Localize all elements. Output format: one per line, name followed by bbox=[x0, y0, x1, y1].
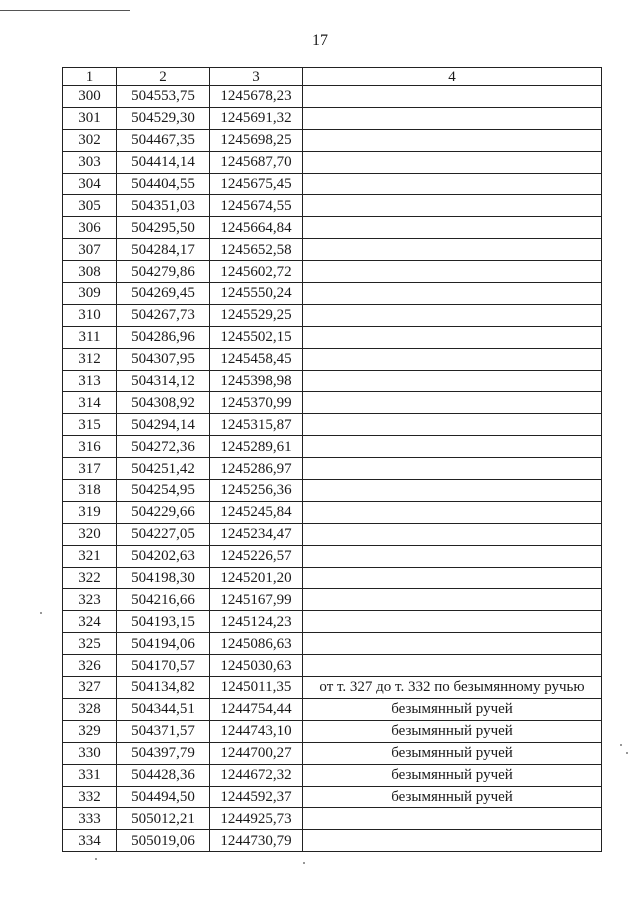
x-coordinate-cell: 504279,86 bbox=[117, 261, 210, 283]
table-body bbox=[63, 86, 602, 852]
x-coordinate-cell: 504269,45 bbox=[117, 283, 210, 305]
table-row bbox=[63, 414, 602, 436]
y-coordinate-cell: 1245687,70 bbox=[210, 151, 303, 173]
x-coordinate-cell: 504529,30 bbox=[117, 107, 210, 129]
description-cell bbox=[303, 589, 602, 611]
x-coordinate-cell: 504307,95 bbox=[117, 348, 210, 370]
point-number-cell: 330 bbox=[63, 742, 117, 764]
x-coordinate-cell: 504227,05 bbox=[117, 523, 210, 545]
description-cell bbox=[303, 545, 602, 567]
y-coordinate-cell: 1244730,79 bbox=[210, 830, 303, 852]
y-coordinate-cell: 1245370,99 bbox=[210, 392, 303, 414]
column-header-1: 1 bbox=[63, 68, 117, 86]
x-coordinate-cell: 504198,30 bbox=[117, 567, 210, 589]
table-row bbox=[63, 195, 602, 217]
x-coordinate-cell: 505012,21 bbox=[117, 808, 210, 830]
table-row bbox=[63, 217, 602, 239]
x-coordinate-cell: 504494,50 bbox=[117, 786, 210, 808]
table-row bbox=[63, 173, 602, 195]
description-cell bbox=[303, 370, 602, 392]
point-number-cell: 332 bbox=[63, 786, 117, 808]
column-header-3: 3 bbox=[210, 68, 303, 86]
table-row bbox=[63, 830, 602, 852]
point-number-cell: 327 bbox=[63, 677, 117, 699]
point-number-cell: 307 bbox=[63, 239, 117, 261]
x-coordinate-cell: 504351,03 bbox=[117, 195, 210, 217]
description-cell bbox=[303, 808, 602, 830]
point-number-cell: 310 bbox=[63, 304, 117, 326]
y-coordinate-cell: 1245458,45 bbox=[210, 348, 303, 370]
table-row bbox=[63, 261, 602, 283]
description-cell bbox=[303, 173, 602, 195]
x-coordinate-cell: 504467,35 bbox=[117, 129, 210, 151]
y-coordinate-cell: 1245675,45 bbox=[210, 173, 303, 195]
description-cell bbox=[303, 151, 602, 173]
point-number-cell: 329 bbox=[63, 720, 117, 742]
point-number-cell: 311 bbox=[63, 326, 117, 348]
table-row bbox=[63, 808, 602, 830]
description-cell bbox=[303, 633, 602, 655]
point-number-cell: 301 bbox=[63, 107, 117, 129]
x-coordinate-cell: 504553,75 bbox=[117, 86, 210, 108]
table-row bbox=[63, 523, 602, 545]
y-coordinate-cell: 1245245,84 bbox=[210, 501, 303, 523]
description-cell bbox=[303, 458, 602, 480]
x-coordinate-cell: 504344,51 bbox=[117, 698, 210, 720]
y-coordinate-cell: 1244754,44 bbox=[210, 698, 303, 720]
x-coordinate-cell: 504229,66 bbox=[117, 501, 210, 523]
table-row bbox=[63, 633, 602, 655]
point-number-cell: 314 bbox=[63, 392, 117, 414]
description-cell bbox=[303, 217, 602, 239]
point-number-cell: 302 bbox=[63, 129, 117, 151]
point-number-cell: 331 bbox=[63, 764, 117, 786]
table-row bbox=[63, 742, 602, 764]
scan-speck bbox=[626, 752, 628, 754]
x-coordinate-cell: 505019,06 bbox=[117, 830, 210, 852]
description-cell bbox=[303, 326, 602, 348]
table-row bbox=[63, 589, 602, 611]
page-number: 17 bbox=[312, 32, 328, 49]
table-row bbox=[63, 764, 602, 786]
table-row bbox=[63, 567, 602, 589]
table-row bbox=[63, 86, 602, 108]
point-number-cell: 328 bbox=[63, 698, 117, 720]
table-row bbox=[63, 720, 602, 742]
x-coordinate-cell: 504295,50 bbox=[117, 217, 210, 239]
y-coordinate-cell: 1245226,57 bbox=[210, 545, 303, 567]
y-coordinate-cell: 1245289,61 bbox=[210, 436, 303, 458]
x-coordinate-cell: 504294,14 bbox=[117, 414, 210, 436]
x-coordinate-cell: 504284,17 bbox=[117, 239, 210, 261]
point-number-cell: 320 bbox=[63, 523, 117, 545]
x-coordinate-cell: 504216,66 bbox=[117, 589, 210, 611]
y-coordinate-cell: 1245086,63 bbox=[210, 633, 303, 655]
x-coordinate-cell: 504193,15 bbox=[117, 611, 210, 633]
description-cell bbox=[303, 86, 602, 108]
x-coordinate-cell: 504428,36 bbox=[117, 764, 210, 786]
table-row bbox=[63, 458, 602, 480]
point-number-cell: 312 bbox=[63, 348, 117, 370]
y-coordinate-cell: 1245234,47 bbox=[210, 523, 303, 545]
x-coordinate-cell: 504251,42 bbox=[117, 458, 210, 480]
y-coordinate-cell: 1245691,32 bbox=[210, 107, 303, 129]
description-cell bbox=[303, 107, 602, 129]
table-row bbox=[63, 304, 602, 326]
coordinates-table bbox=[62, 67, 602, 852]
y-coordinate-cell: 1245529,25 bbox=[210, 304, 303, 326]
column-header-4: 4 bbox=[303, 68, 602, 86]
table-row bbox=[63, 677, 602, 699]
table-row bbox=[63, 392, 602, 414]
table-row bbox=[63, 480, 602, 502]
y-coordinate-cell: 1244672,32 bbox=[210, 764, 303, 786]
description-cell: безымянный ручей bbox=[303, 786, 602, 808]
scan-speck bbox=[95, 858, 97, 860]
point-number-cell: 323 bbox=[63, 589, 117, 611]
scan-speck bbox=[620, 744, 622, 746]
description-cell bbox=[303, 436, 602, 458]
point-number-cell: 315 bbox=[63, 414, 117, 436]
description-cell bbox=[303, 501, 602, 523]
table-row bbox=[63, 107, 602, 129]
point-number-cell: 305 bbox=[63, 195, 117, 217]
point-number-cell: 300 bbox=[63, 86, 117, 108]
y-coordinate-cell: 1245030,63 bbox=[210, 655, 303, 677]
x-coordinate-cell: 504202,63 bbox=[117, 545, 210, 567]
description-cell bbox=[303, 283, 602, 305]
description-cell bbox=[303, 304, 602, 326]
y-coordinate-cell: 1245698,25 bbox=[210, 129, 303, 151]
y-coordinate-cell: 1245167,99 bbox=[210, 589, 303, 611]
table-row bbox=[63, 545, 602, 567]
x-coordinate-cell: 504267,73 bbox=[117, 304, 210, 326]
table-row bbox=[63, 436, 602, 458]
description-cell bbox=[303, 348, 602, 370]
scan-speck bbox=[40, 612, 42, 614]
table-row bbox=[63, 611, 602, 633]
x-coordinate-cell: 504272,36 bbox=[117, 436, 210, 458]
point-number-cell: 322 bbox=[63, 567, 117, 589]
y-coordinate-cell: 1245550,24 bbox=[210, 283, 303, 305]
table-row bbox=[63, 655, 602, 677]
y-coordinate-cell: 1245398,98 bbox=[210, 370, 303, 392]
point-number-cell: 313 bbox=[63, 370, 117, 392]
y-coordinate-cell: 1245011,35 bbox=[210, 677, 303, 699]
description-cell bbox=[303, 414, 602, 436]
x-coordinate-cell: 504314,12 bbox=[117, 370, 210, 392]
x-coordinate-cell: 504134,82 bbox=[117, 677, 210, 699]
description-cell bbox=[303, 392, 602, 414]
description-cell bbox=[303, 523, 602, 545]
x-coordinate-cell: 504254,95 bbox=[117, 480, 210, 502]
table-row bbox=[63, 326, 602, 348]
description-cell: безымянный ручей bbox=[303, 698, 602, 720]
point-number-cell: 334 bbox=[63, 830, 117, 852]
y-coordinate-cell: 1244592,37 bbox=[210, 786, 303, 808]
y-coordinate-cell: 1245286,97 bbox=[210, 458, 303, 480]
point-number-cell: 326 bbox=[63, 655, 117, 677]
point-number-cell: 325 bbox=[63, 633, 117, 655]
x-coordinate-cell: 504397,79 bbox=[117, 742, 210, 764]
table-row bbox=[63, 129, 602, 151]
y-coordinate-cell: 1244925,73 bbox=[210, 808, 303, 830]
table-header-row bbox=[63, 68, 602, 86]
table-row bbox=[63, 283, 602, 305]
description-cell: безымянный ручей bbox=[303, 720, 602, 742]
x-coordinate-cell: 504194,06 bbox=[117, 633, 210, 655]
point-number-cell: 321 bbox=[63, 545, 117, 567]
column-header-2: 2 bbox=[117, 68, 210, 86]
y-coordinate-cell: 1245124,23 bbox=[210, 611, 303, 633]
point-number-cell: 306 bbox=[63, 217, 117, 239]
y-coordinate-cell: 1245256,36 bbox=[210, 480, 303, 502]
description-cell bbox=[303, 239, 602, 261]
description-cell bbox=[303, 655, 602, 677]
description-cell bbox=[303, 567, 602, 589]
y-coordinate-cell: 1244743,10 bbox=[210, 720, 303, 742]
y-coordinate-cell: 1245674,55 bbox=[210, 195, 303, 217]
description-cell bbox=[303, 129, 602, 151]
description-cell bbox=[303, 195, 602, 217]
x-coordinate-cell: 504170,57 bbox=[117, 655, 210, 677]
y-coordinate-cell: 1245678,23 bbox=[210, 86, 303, 108]
point-number-cell: 316 bbox=[63, 436, 117, 458]
x-coordinate-cell: 504404,55 bbox=[117, 173, 210, 195]
table-row bbox=[63, 151, 602, 173]
description-cell: безымянный ручей bbox=[303, 764, 602, 786]
y-coordinate-cell: 1245664,84 bbox=[210, 217, 303, 239]
description-cell bbox=[303, 830, 602, 852]
description-cell: безымянный ручей bbox=[303, 742, 602, 764]
table-row bbox=[63, 348, 602, 370]
description-cell bbox=[303, 480, 602, 502]
y-coordinate-cell: 1245201,20 bbox=[210, 567, 303, 589]
point-number-cell: 309 bbox=[63, 283, 117, 305]
point-number-cell: 318 bbox=[63, 480, 117, 502]
table-row bbox=[63, 786, 602, 808]
point-number-cell: 319 bbox=[63, 501, 117, 523]
description-cell bbox=[303, 611, 602, 633]
y-coordinate-cell: 1245652,58 bbox=[210, 239, 303, 261]
description-cell bbox=[303, 261, 602, 283]
y-coordinate-cell: 1244700,27 bbox=[210, 742, 303, 764]
table-row bbox=[63, 370, 602, 392]
x-coordinate-cell: 504286,96 bbox=[117, 326, 210, 348]
y-coordinate-cell: 1245502,15 bbox=[210, 326, 303, 348]
y-coordinate-cell: 1245315,87 bbox=[210, 414, 303, 436]
x-coordinate-cell: 504308,92 bbox=[117, 392, 210, 414]
table-row bbox=[63, 698, 602, 720]
point-number-cell: 317 bbox=[63, 458, 117, 480]
table-row bbox=[63, 501, 602, 523]
description-cell: от т. 327 до т. 332 по безымянному ручью bbox=[303, 677, 602, 699]
x-coordinate-cell: 504371,57 bbox=[117, 720, 210, 742]
point-number-cell: 304 bbox=[63, 173, 117, 195]
top-left-rule bbox=[0, 10, 130, 11]
table-row bbox=[63, 239, 602, 261]
y-coordinate-cell: 1245602,72 bbox=[210, 261, 303, 283]
point-number-cell: 333 bbox=[63, 808, 117, 830]
x-coordinate-cell: 504414,14 bbox=[117, 151, 210, 173]
scan-speck bbox=[303, 862, 305, 864]
point-number-cell: 324 bbox=[63, 611, 117, 633]
point-number-cell: 303 bbox=[63, 151, 117, 173]
point-number-cell: 308 bbox=[63, 261, 117, 283]
